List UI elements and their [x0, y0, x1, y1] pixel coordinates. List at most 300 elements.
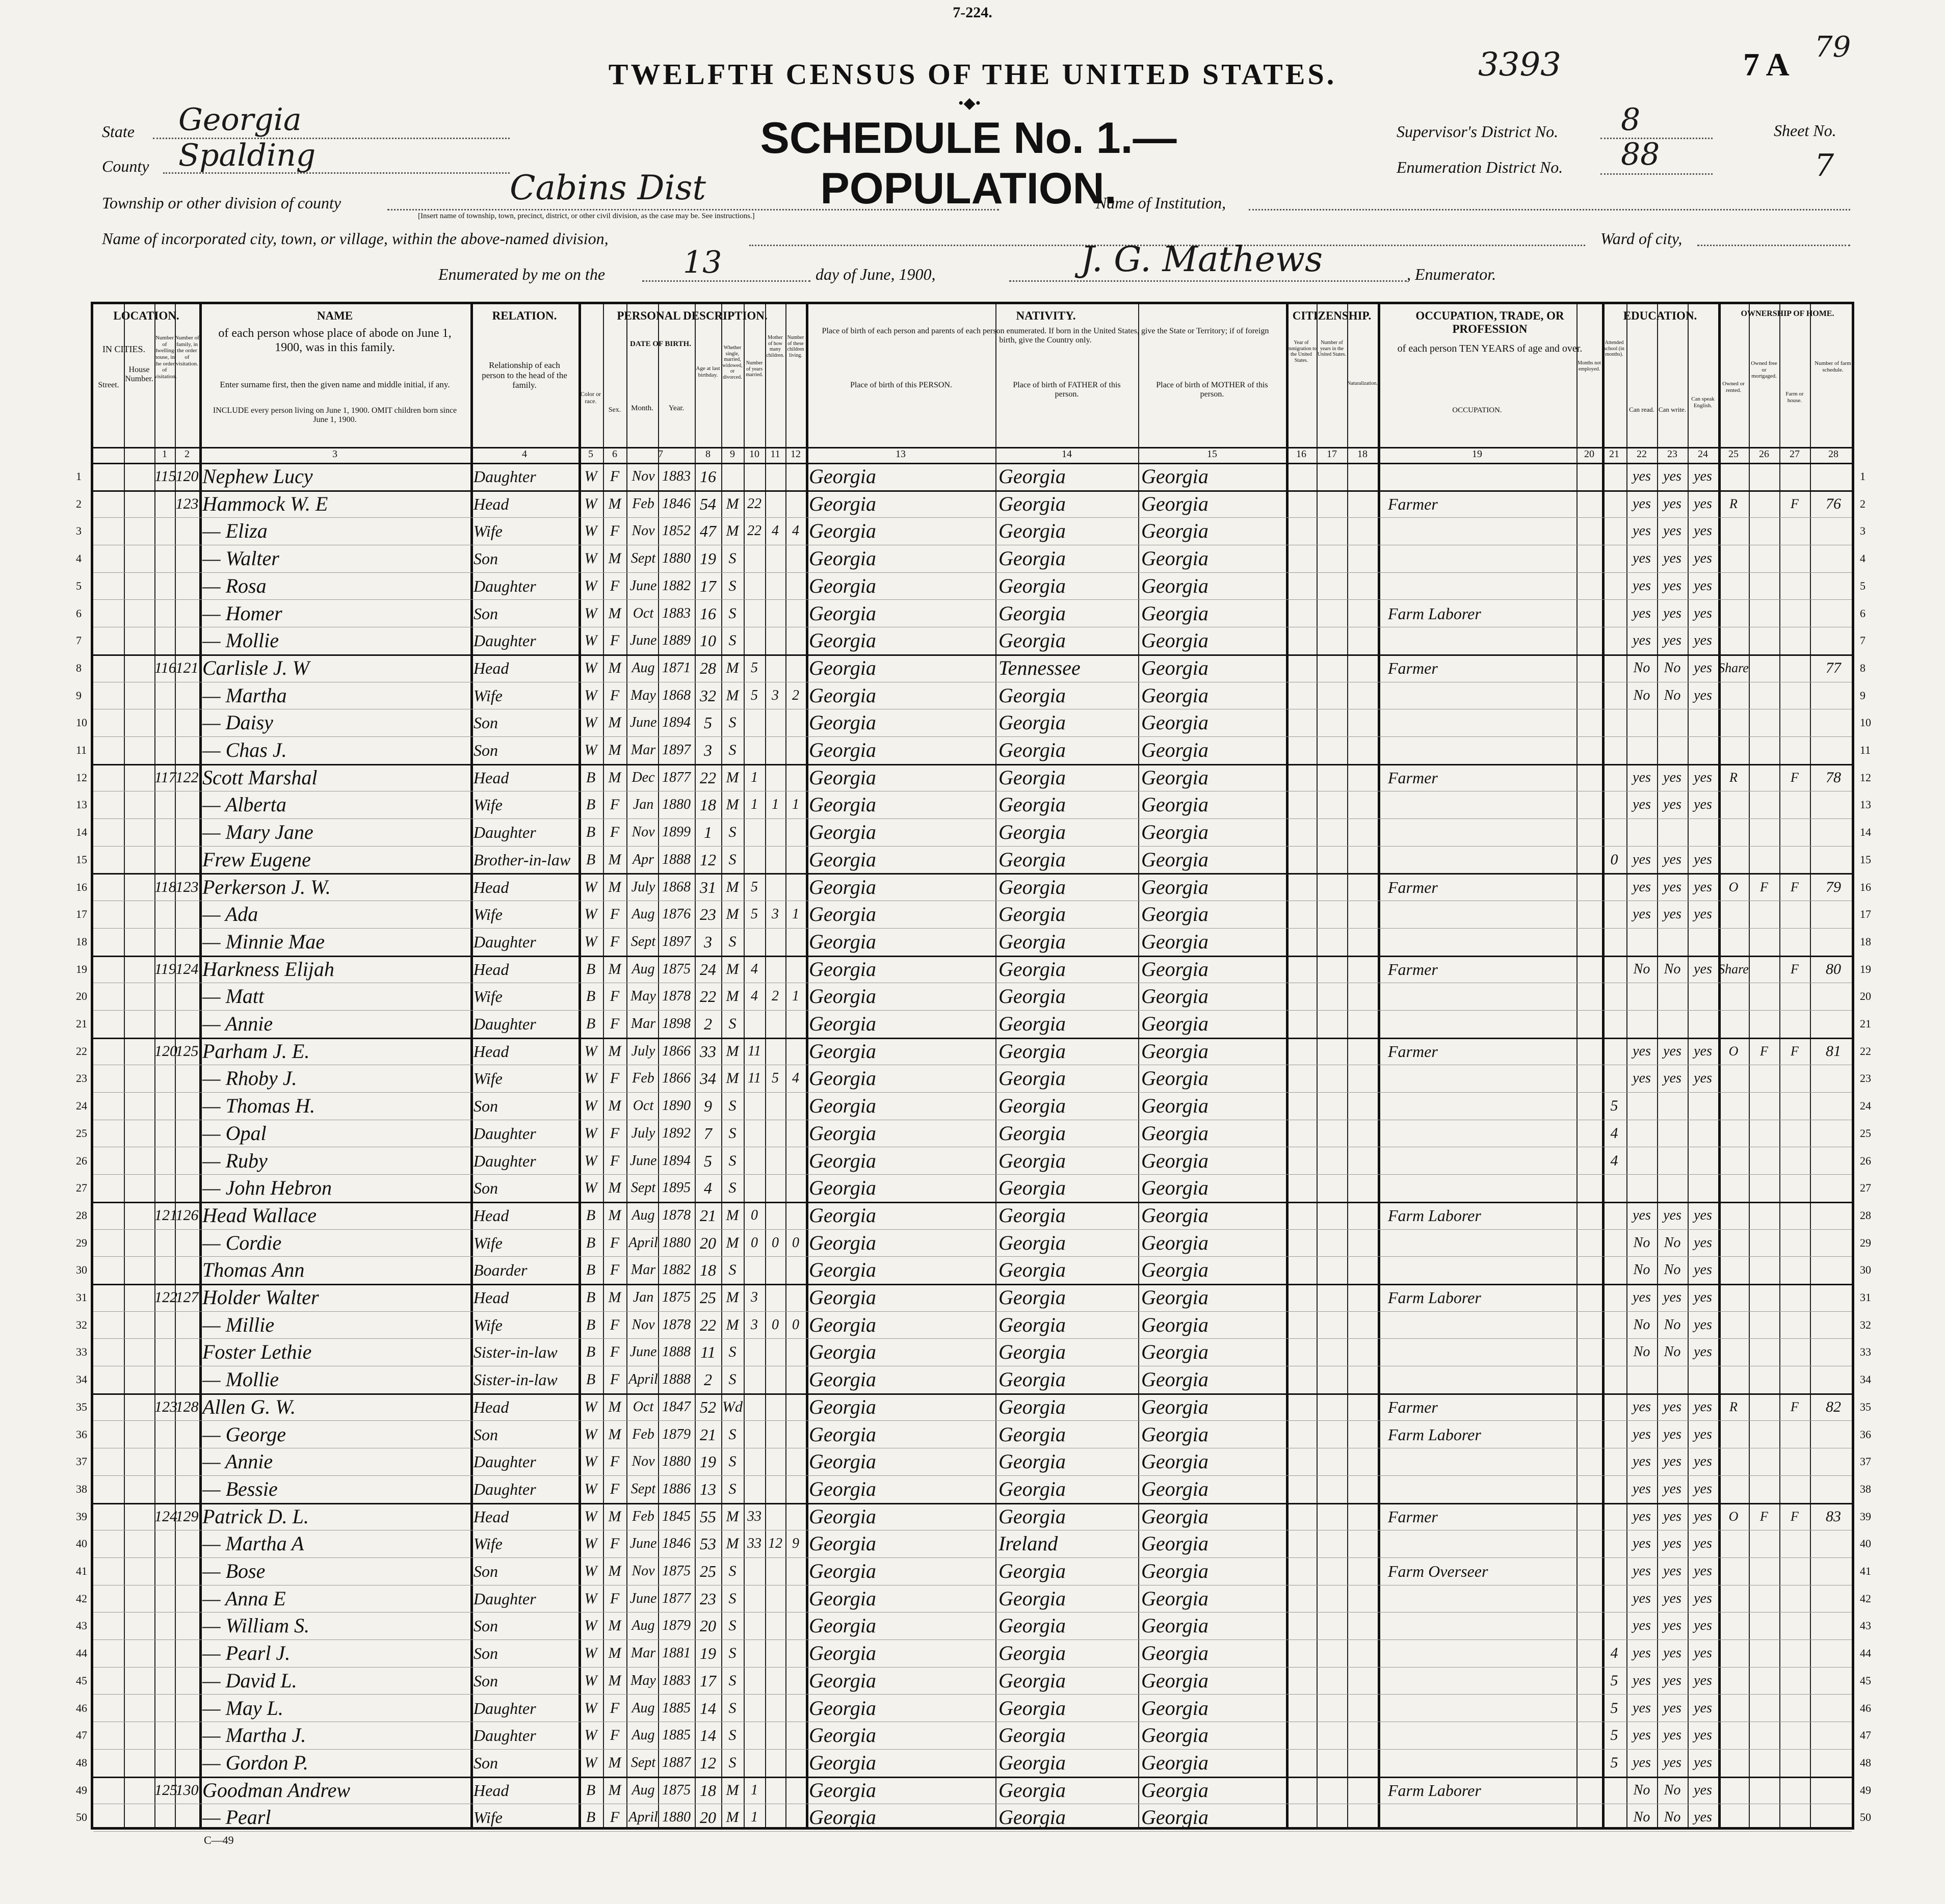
header-color: Color or race.	[580, 390, 601, 405]
cell-color: W	[584, 1617, 597, 1634]
table-row	[76, 764, 1871, 792]
cell-pob: Georgia	[809, 574, 876, 597]
cell-pob: Georgia	[809, 492, 876, 515]
cell-age: 22	[700, 1315, 716, 1334]
cell-month: Oct	[633, 1098, 654, 1114]
cell-write: yes	[1663, 577, 1681, 594]
cell-color: B	[586, 1015, 596, 1032]
cell-speak: yes	[1694, 1262, 1712, 1278]
cell-occ: Farmer	[1388, 1507, 1438, 1526]
header-occupation-col: OCCUPATION.	[1452, 406, 1502, 414]
cell-sch: 0	[1610, 851, 1618, 868]
cell-month: Aug	[632, 659, 655, 676]
cell-month: Oct	[633, 605, 654, 621]
cell-pobm: Georgia	[1141, 601, 1208, 625]
cell-fs: 77	[1826, 659, 1841, 676]
city-label: Name of incorporated city, town, or village, within the above-named division,	[102, 229, 609, 248]
cell-rel: Head	[474, 1781, 509, 1800]
cell-mar: S	[728, 1617, 737, 1634]
table-row	[76, 572, 1865, 600]
cell-age: 33	[700, 1042, 716, 1061]
cell-color: W	[584, 632, 597, 649]
cell-dw: 118	[154, 878, 176, 895]
cell-mar: M	[726, 906, 739, 923]
cell-year: 1895	[662, 1180, 691, 1196]
cell-year: 1866	[662, 1043, 691, 1059]
cell-write: yes	[1663, 523, 1681, 539]
cell-age: 3	[704, 932, 712, 951]
cell-read: No	[1633, 1782, 1650, 1798]
header-immigration: Year of immigration to the United States.	[1286, 340, 1317, 363]
cell-color: B	[586, 1371, 596, 1388]
cell-pob: Georgia	[809, 821, 876, 844]
cell-occ: Farm Laborer	[1388, 1288, 1481, 1307]
cell-age: 23	[700, 905, 716, 924]
cell-year: 1875	[662, 1289, 691, 1305]
cell-pobf: Georgia	[998, 1094, 1066, 1118]
table-row	[76, 490, 1865, 518]
cell-speak: yes	[1694, 797, 1712, 813]
cell-speak: yes	[1694, 769, 1712, 785]
cell-month: Nov	[632, 523, 655, 539]
cell-name: Goodman Andrew	[202, 1778, 350, 1802]
col-number: 8	[705, 448, 711, 460]
cell-pobf: Georgia	[998, 1368, 1066, 1391]
cell-speak: yes	[1694, 1207, 1712, 1223]
cell-fam: 129	[175, 1508, 199, 1525]
cell-mo: 3	[772, 687, 779, 703]
cell-pobm: Georgia	[1141, 1751, 1208, 1774]
cell-sex: F	[610, 1261, 620, 1279]
row-number: 44	[1860, 1647, 1871, 1660]
cell-sex: M	[608, 495, 621, 512]
cell-liv: 4	[792, 523, 799, 539]
cell-mo: 12	[768, 1536, 782, 1552]
table-row	[76, 1612, 1871, 1640]
cell-sex: M	[608, 1289, 621, 1306]
col-number: 26	[1759, 448, 1769, 460]
cell-sex: M	[608, 1672, 621, 1689]
col-number: 9	[730, 448, 735, 460]
cell-pob: Georgia	[809, 1286, 876, 1309]
sheet-stamp-number: 3393	[1478, 46, 1561, 84]
header-name-instr1: Enter surname first, then the given name and middle initial, if any.	[220, 380, 450, 389]
cell-pob: Georgia	[809, 601, 876, 625]
cell-fam: 125	[175, 1042, 199, 1060]
cell-mar: M	[726, 1042, 739, 1060]
cell-mar: S	[728, 1261, 737, 1279]
row-number: 47	[76, 1729, 87, 1742]
header-can-read: Can read.	[1629, 406, 1654, 413]
enumerated-prefix: Enumerated by me on the	[438, 265, 606, 283]
row-number: 31	[1860, 1291, 1871, 1304]
cell-pobf: Georgia	[998, 1203, 1066, 1227]
cell-speak: yes	[1694, 1070, 1712, 1087]
cell-name: — Ruby	[202, 1149, 268, 1172]
cell-sex: M	[608, 550, 621, 567]
cell-pobm: Georgia	[1141, 683, 1208, 707]
cell-read: yes	[1633, 1289, 1651, 1305]
cell-pobf: Georgia	[998, 930, 1066, 953]
ward-label: Ward of city,	[1600, 229, 1683, 248]
cell-mar: S	[728, 1453, 737, 1470]
cell-sex: M	[608, 742, 621, 758]
cell-month: Sept	[630, 550, 656, 567]
cell-fs: 76	[1826, 495, 1841, 512]
cell-month: Feb	[632, 1508, 654, 1524]
cell-read: yes	[1633, 1426, 1651, 1442]
col-number: 10	[749, 448, 759, 460]
cell-sex: M	[608, 604, 621, 622]
cell-year: 1880	[662, 1234, 691, 1251]
cell-color: B	[586, 851, 596, 868]
cell-name: — Pearl J.	[202, 1642, 291, 1665]
cell-mar: M	[726, 1234, 739, 1251]
row-number: 7	[76, 634, 82, 647]
cell-pob: Georgia	[809, 1450, 876, 1473]
cell-read: yes	[1633, 495, 1651, 512]
row-number: 18	[76, 935, 87, 948]
row-number: 8	[76, 661, 82, 674]
cell-write: yes	[1663, 1508, 1681, 1524]
row-number: 15	[76, 853, 87, 866]
cell-month: April	[628, 1234, 658, 1251]
cell-mar: S	[728, 851, 737, 868]
cell-sex: M	[608, 960, 621, 977]
cell-name: — Ada	[202, 903, 258, 926]
cell-pobm: Georgia	[1141, 711, 1208, 734]
row-number: 6	[76, 606, 82, 620]
row-number: 36	[1860, 1427, 1871, 1441]
cell-farm: F	[1791, 1399, 1799, 1414]
row-number: 21	[76, 1017, 87, 1030]
cell-pobm: Georgia	[1141, 1532, 1208, 1555]
cell-name: — Martha A	[202, 1532, 304, 1555]
sheet-value: 7	[1815, 148, 1834, 183]
table-row	[76, 1695, 1871, 1723]
row-number: 34	[76, 1373, 87, 1386]
cell-pob: Georgia	[809, 656, 876, 679]
cell-write: yes	[1663, 1426, 1681, 1442]
cell-pob: Georgia	[809, 1094, 876, 1118]
county-label: County	[102, 157, 149, 175]
table-row	[76, 463, 1865, 492]
cell-sex: M	[608, 1645, 621, 1662]
cell-color: W	[584, 686, 597, 704]
row-number: 37	[76, 1455, 87, 1468]
cell-own: O	[1728, 879, 1739, 894]
cell-sex: M	[608, 1398, 621, 1415]
header-month: Month.	[631, 404, 653, 412]
cell-ym: 0	[751, 1234, 758, 1251]
cell-read: No	[1633, 1234, 1650, 1251]
cell-color: W	[584, 1754, 597, 1771]
col-number: 23	[1667, 448, 1677, 460]
cell-age: 17	[700, 1671, 716, 1690]
cell-rel: Wife	[474, 1069, 503, 1088]
cell-mar: S	[728, 1590, 737, 1607]
cell-age: 14	[700, 1699, 716, 1717]
cell-fs: 83	[1826, 1508, 1841, 1525]
cell-read: yes	[1633, 1536, 1651, 1552]
state-value: Georgia	[178, 102, 302, 138]
cell-sex: F	[610, 1015, 620, 1032]
row-number: 38	[1860, 1482, 1871, 1495]
cell-rel: Daughter	[474, 1015, 536, 1033]
cell-pobm: Georgia	[1141, 765, 1208, 789]
cell-month: Nov	[632, 468, 655, 484]
cell-write: yes	[1663, 1754, 1681, 1770]
cell-pobf: Georgia	[998, 738, 1066, 761]
cell-speak: yes	[1694, 1672, 1712, 1688]
cell-sex: F	[610, 1316, 620, 1333]
row-number: 45	[76, 1674, 87, 1687]
cell-sex: M	[608, 714, 621, 731]
cell-rel: Head	[474, 494, 509, 513]
cell-sex: F	[610, 1535, 620, 1552]
table-row	[76, 1202, 1871, 1230]
cell-pobf: Georgia	[998, 1149, 1066, 1172]
cell-year: 1846	[662, 495, 691, 512]
cell-dw: 115	[154, 468, 176, 485]
row-number: 47	[1860, 1729, 1871, 1742]
header-attended-school: Attended school (in months).	[1604, 340, 1624, 357]
cell-sex: F	[610, 1480, 620, 1497]
cell-mar: S	[728, 632, 737, 649]
cell-pob: Georgia	[809, 547, 876, 570]
row-number: 23	[76, 1072, 87, 1085]
cell-sex: M	[608, 1563, 621, 1579]
cell-name: Parham J. E.	[202, 1039, 310, 1063]
col-number: 19	[1472, 448, 1482, 460]
table-row	[76, 1120, 1871, 1148]
cell-ym: 11	[748, 1070, 761, 1087]
row-number: 12	[1860, 771, 1871, 784]
cell-color: W	[584, 1179, 597, 1197]
header-mother-of: Mother of how many children.	[766, 335, 784, 358]
cell-pob: Georgia	[809, 1258, 876, 1282]
cell-speak: yes	[1694, 1782, 1712, 1798]
cell-speak: yes	[1694, 468, 1712, 484]
cell-mar: M	[726, 1070, 739, 1087]
cell-name: Hammock W. E	[202, 492, 328, 515]
table-row	[76, 1448, 1871, 1476]
col-number: 14	[1062, 448, 1072, 460]
table-row	[76, 1530, 1871, 1558]
header-nativity-desc: Place of birth of each person and parents of each person enumerated. If born in the United States, give the State or Territory; if of foreign birth, give the Country only.	[822, 327, 1269, 345]
cell-ym: 1	[751, 1782, 758, 1798]
cell-color: W	[584, 1398, 597, 1415]
cell-liv: 0	[792, 1316, 799, 1333]
cell-age: 21	[700, 1206, 716, 1225]
cell-year: 1875	[662, 1782, 691, 1798]
cell-pob: Georgia	[809, 1477, 876, 1500]
cell-speak: yes	[1694, 1536, 1712, 1552]
header-name-instr2: INCLUDE every person living on June 1, 1900. OMIT children born since June 1, 1900.	[213, 406, 457, 425]
cell-month: Nov	[632, 1453, 655, 1470]
header-months-unemployed: Months not employed.	[1578, 360, 1601, 372]
col-number: 12	[791, 448, 801, 460]
cell-sch: 4	[1610, 1645, 1618, 1662]
cell-rel: Son	[474, 1562, 498, 1580]
cell-name: Foster Lethie	[202, 1340, 312, 1364]
cell-read: yes	[1633, 468, 1651, 484]
cell-occ: Farmer	[1388, 494, 1438, 513]
cell-pobf: Georgia	[998, 1176, 1066, 1200]
cell-pob: Georgia	[809, 1067, 876, 1090]
cell-rel: Head	[474, 1288, 509, 1307]
row-number: 8	[1860, 661, 1865, 674]
table-row	[76, 1338, 1871, 1366]
cell-sex: M	[608, 659, 621, 676]
col-number: 22	[1637, 448, 1647, 460]
row-number: 12	[76, 771, 87, 784]
cell-color: W	[584, 659, 597, 676]
cell-fam: 124	[175, 960, 199, 977]
cell-rel: Daughter	[474, 1699, 536, 1717]
header-dob: DATE OF BIRTH.	[630, 340, 691, 348]
cell-read: yes	[1633, 605, 1651, 621]
cell-month: Nov	[632, 1316, 655, 1333]
census-title: TWELFTH CENSUS OF THE UNITED STATES.	[608, 58, 1337, 91]
cell-pobm: Georgia	[1141, 1696, 1208, 1720]
cell-pob: Georgia	[809, 1642, 876, 1665]
cell-color: W	[584, 1699, 597, 1716]
cell-mar: S	[728, 1727, 737, 1744]
cell-color: W	[584, 1453, 597, 1470]
cell-rel: Head	[474, 768, 509, 787]
cell-age: 20	[700, 1233, 716, 1252]
cell-mar: M	[726, 960, 739, 977]
cell-pobm: Georgia	[1141, 985, 1208, 1008]
cell-read: yes	[1633, 797, 1651, 813]
cell-color: W	[584, 1425, 597, 1443]
cell-color: W	[584, 1097, 597, 1115]
cell-read: yes	[1633, 1618, 1651, 1634]
cell-own: Share	[1718, 961, 1749, 976]
cell-pobm: Georgia	[1141, 957, 1208, 981]
header-in-cities: IN CITIES.	[102, 344, 145, 354]
cell-year: 1897	[662, 933, 691, 949]
cell-age: 53	[700, 1535, 716, 1553]
cell-year: 1866	[662, 1070, 691, 1087]
cell-pobf: Georgia	[998, 1559, 1066, 1582]
cell-pob: Georgia	[809, 738, 876, 761]
row-number: 40	[76, 1537, 87, 1550]
cell-pobm: Georgia	[1141, 930, 1208, 953]
row-number: 39	[1860, 1510, 1871, 1523]
cell-write: yes	[1663, 1536, 1681, 1552]
cell-color: B	[586, 796, 596, 813]
col-number: 13	[896, 448, 906, 460]
cell-name: — David L.	[202, 1669, 297, 1692]
cell-year: 1877	[662, 769, 691, 785]
cell-color: B	[586, 988, 596, 1005]
cell-write: yes	[1663, 879, 1681, 895]
cell-rel: Son	[474, 1617, 498, 1635]
cell-age: 24	[700, 960, 716, 979]
cell-mar: M	[726, 1809, 739, 1826]
cell-pobf: Georgia	[998, 848, 1066, 871]
cell-mar: S	[728, 1343, 737, 1361]
cell-year: 1887	[662, 1754, 691, 1770]
cell-age: 9	[704, 1097, 712, 1116]
cell-age: 28	[700, 658, 716, 677]
cell-sex: F	[610, 632, 620, 649]
cell-ym: 5	[751, 659, 758, 676]
cell-mar: M	[726, 495, 739, 512]
cell-pobf: Georgia	[998, 1231, 1066, 1254]
row-number: 1	[76, 470, 82, 483]
col-number: 2	[185, 448, 190, 460]
cell-month: June	[629, 632, 657, 649]
col-number: 24	[1698, 448, 1708, 460]
header-owned-rented: Owned or rented.	[1722, 381, 1745, 393]
cell-pobm: Georgia	[1141, 1559, 1208, 1582]
cell-read: yes	[1633, 1508, 1651, 1524]
cell-pobm: Georgia	[1141, 1231, 1208, 1254]
corner-number: 79	[1815, 31, 1851, 64]
cell-rel: Wife	[474, 1808, 503, 1827]
cell-mo: 0	[772, 1316, 779, 1333]
cell-pobm: Georgia	[1141, 1121, 1208, 1145]
cell-pob: Georgia	[809, 1231, 876, 1254]
cell-age: 54	[700, 494, 716, 513]
cell-age: 2	[704, 1015, 712, 1033]
cell-sex: F	[610, 1809, 620, 1826]
cell-ym: 4	[751, 961, 758, 977]
cell-pobm: Georgia	[1141, 1806, 1208, 1829]
row-number: 10	[1860, 716, 1871, 729]
ward-line	[1697, 245, 1850, 246]
cell-dw: 120	[154, 1042, 177, 1060]
cell-rel: Daughter	[474, 932, 536, 951]
col-number: 3	[332, 448, 337, 460]
cell-month: Mar	[630, 742, 656, 758]
cell-color: B	[586, 1781, 596, 1799]
header-nativity: NATIVITY.	[1016, 309, 1076, 322]
cell-rel: Son	[474, 1671, 498, 1690]
cell-read: No	[1633, 1316, 1650, 1333]
cell-occ: Farm Laborer	[1388, 604, 1481, 623]
row-number: 18	[1860, 935, 1871, 948]
township-line	[387, 209, 999, 210]
row-number: 25	[1860, 1126, 1871, 1140]
cell-name: — Bose	[202, 1559, 266, 1582]
cell-write: No	[1664, 687, 1681, 703]
cell-liv: 1	[792, 797, 799, 813]
cell-pobf: Georgia	[998, 711, 1066, 734]
cell-year: 1877	[662, 1590, 691, 1606]
cell-farm: F	[1791, 1043, 1799, 1059]
cell-year: 1880	[662, 1453, 691, 1470]
enumerator-line	[1009, 280, 1407, 282]
cell-rel: Wife	[474, 1233, 503, 1252]
table-row	[76, 1667, 1871, 1695]
cell-pobm: Georgia	[1141, 1176, 1208, 1200]
header-sex: Sex.	[608, 406, 621, 414]
cell-write: yes	[1663, 1070, 1681, 1087]
cell-write: yes	[1663, 906, 1681, 922]
cell-year: 1882	[662, 577, 691, 594]
cell-color: W	[584, 1480, 597, 1497]
cell-rel: Son	[474, 1644, 498, 1663]
row-number: 16	[76, 880, 87, 893]
col-number: 16	[1296, 448, 1306, 460]
cell-sex: F	[610, 1590, 620, 1607]
cell-pob: Georgia	[809, 1395, 876, 1418]
row-number: 26	[76, 1154, 87, 1167]
